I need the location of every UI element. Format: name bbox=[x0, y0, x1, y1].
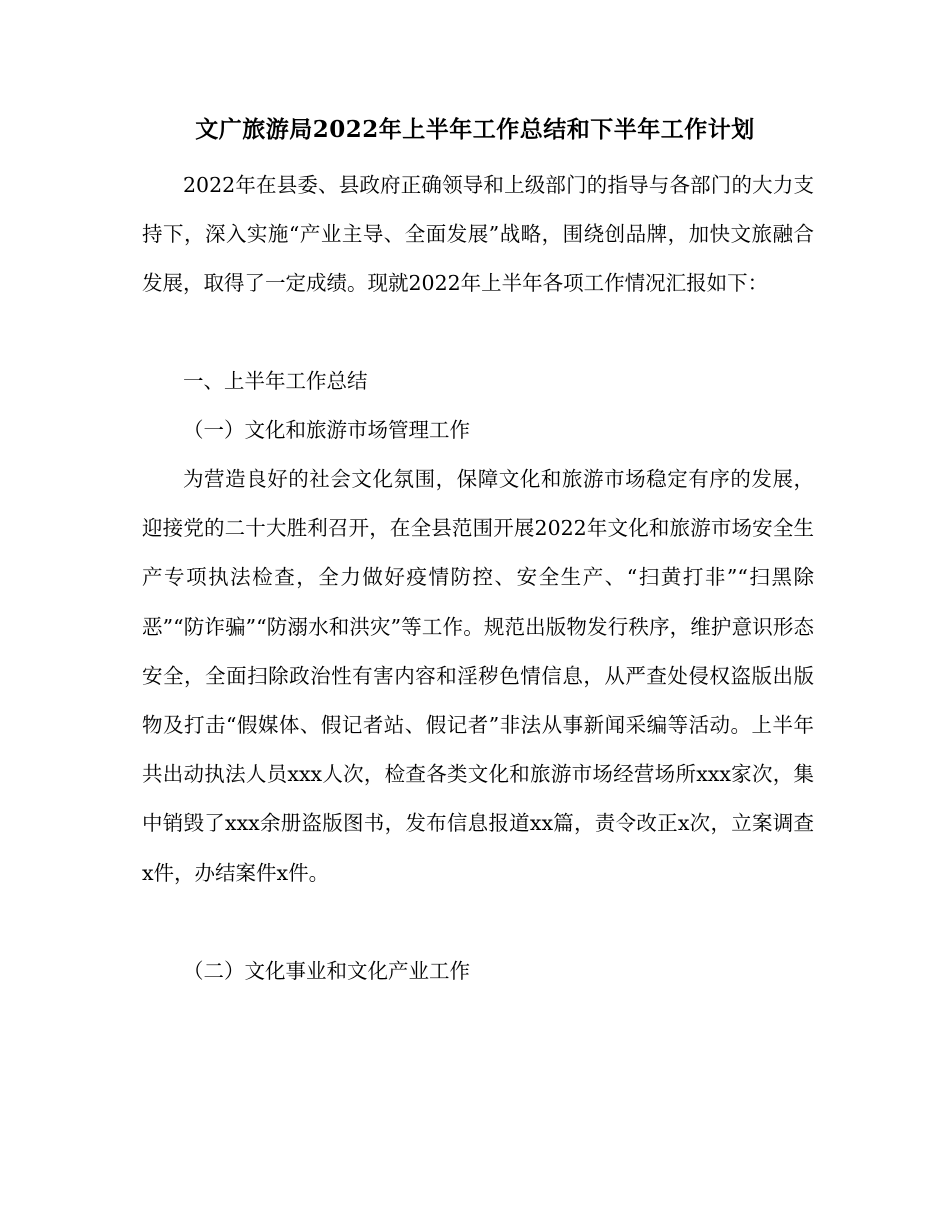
section-heading-1: 一、上半年工作总结 bbox=[183, 369, 368, 393]
intro-paragraph: 2022年在县委、县政府正确领导和上级部门的指导与各部门的大力支持下，深入实施“产业主导、全面发展”战略，围绕创品牌，加快文旅融合发展，取得了一定成绩。现就2022年上半年各项工作情况汇报如下： bbox=[142, 173, 814, 296]
subsection-1-paragraph: 为营造良好的社会文化氛围，保障文化和旅游市场稳定有序的发展，迎接党的二十大胜利召开，在全县范围开展2022年文化和旅游市场安全生产专项执法检查，全力做好疫情防控、安全生产、“扫黄打非”“扫黑除恶”“防诈骗”“防溺水和洪灾”等工作。规范出版物发行秩序，维护意识形态安全，全面扫除政治性有害内容和淫秽色情信息，从严查处侵权盗版出版物及打击“假媒体、假记者站、假记者”非法从事新闻采编等活动。上半年共出动执法人员xxx人次，检查各类文化和旅游市场经营场所xxx家次，集中销毁了xxx余册盗版图书，发布信息报道xx篇，责令改正x次，立案调查x件，办结案件x件。 bbox=[142, 467, 814, 885]
document-title: 文广旅游局2022年上半年工作总结和下半年工作计划 bbox=[195, 116, 755, 143]
subsection-heading-2: （二）文化事业和文化产业工作 bbox=[183, 959, 470, 983]
subsection-heading-1: （一）文化和旅游市场管理工作 bbox=[183, 418, 470, 442]
